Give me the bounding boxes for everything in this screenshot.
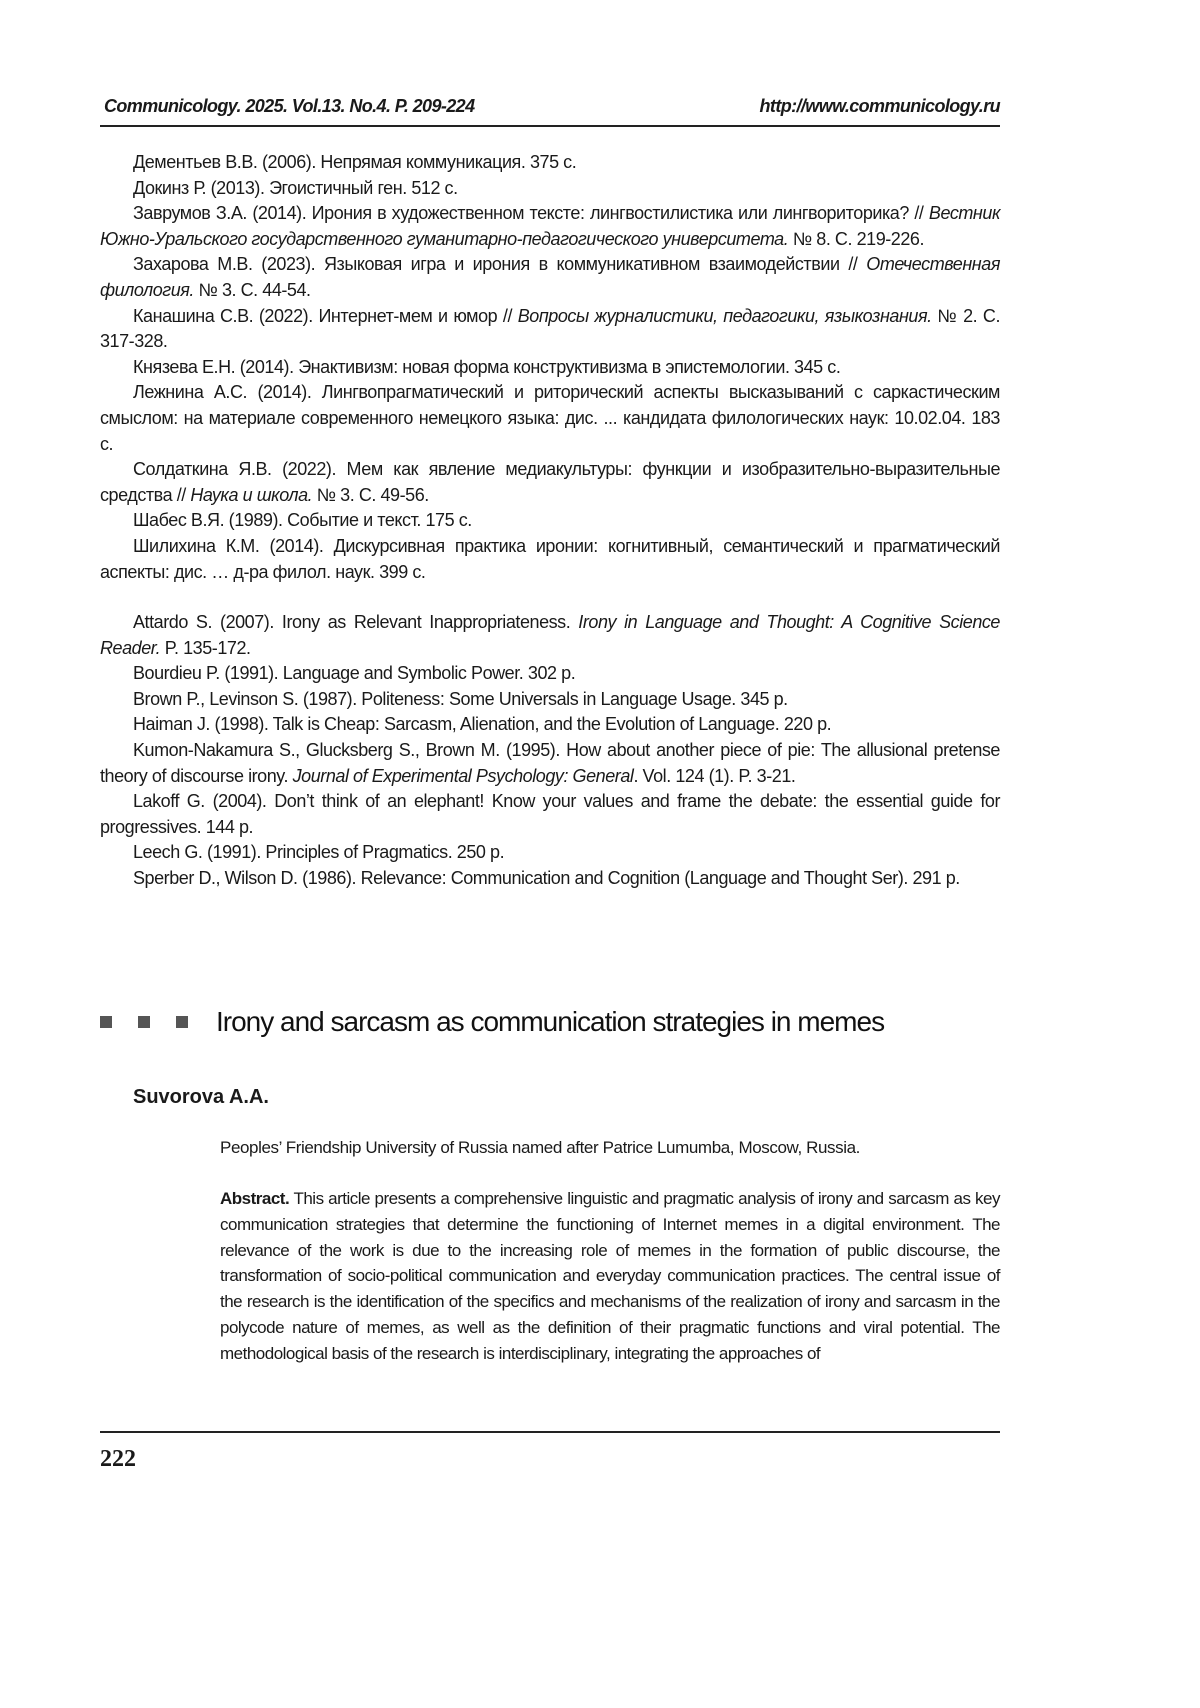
reference-text: Канашина С.В. (2022). Интернет-мем и юмор //: [133, 305, 518, 326]
journal-url: http://www.communicology.ru: [759, 96, 1000, 116]
journal-citation: Communicology. 2025. Vol.13. No.4. P. 209-224: [104, 96, 475, 116]
reference-item: [100, 201, 1000, 252]
reference-source: Наука и школа.: [190, 484, 313, 505]
abstract: [220, 1186, 1000, 1367]
abstract-label: Abstract.: [220, 1189, 290, 1208]
reference-text: Haiman J. (1998). Talk is Cheap: Sarcasm, Alienation, and the Evolution of Language. 220 p.: [133, 714, 832, 735]
reference-source: Irony in Language and Thought: A Cognitive Science Reader.: [100, 612, 1000, 658]
article-title: [100, 1006, 884, 1038]
running-header: [104, 96, 1000, 117]
reference-text: Заврумов З.А. (2014). Ирония в художественном тексте: лингвостилистика или лингвориторика? //: [133, 203, 929, 224]
reference-text: Sperber D., Wilson D. (1986). Relevance: Communication and Cognition (Language and Thought Ser). 291 p.: [133, 868, 960, 889]
page-number: 222: [100, 1446, 136, 1472]
reference-item: [100, 712, 1000, 738]
reference-text: Brown P., Levinson S. (1987). Politeness: Some Universals in Language Usage. 345 p.: [133, 688, 788, 709]
reference-text: Шилихина К.М. (2014). Дискурсивная практика иронии: когнитивный, семантический и прагматический аспекты: дис. … д-ра филол. наук. 399 с.: [100, 535, 1000, 582]
reference-text: Bourdieu P. (1991). Language and Symbolic Power. 302 p.: [133, 663, 576, 684]
reference-text: Лежнина А.С. (2014). Лингвопрагматический и риторический аспекты высказываний с саркастическим смыслом: на материале современного немецкого языка: дис. ... кандидата филологических наук: 10.02.04. 183 с.: [100, 382, 1000, 454]
reference-item: [100, 534, 1000, 585]
reference-source: Journal of Experimental Psychology: General: [292, 765, 634, 786]
reference-text: № 3. С. 44-54.: [193, 279, 311, 300]
square-bullet-icon: [138, 1016, 150, 1028]
reference-item: [100, 738, 1000, 789]
reference-text: P. 135-172.: [160, 637, 251, 658]
reference-source: Отечественная филология.: [100, 254, 1000, 300]
reference-item: [100, 789, 1000, 840]
reference-text: № 8. С. 219-226.: [788, 228, 925, 249]
reference-item: [100, 840, 1000, 866]
reference-item: [100, 150, 1000, 176]
reference-item: [100, 252, 1000, 303]
reference-item: [100, 866, 1000, 892]
reference-list: [100, 150, 1000, 892]
reference-text: Солдаткина Я.В. (2022). Мем как явление медиакультуры: функции и изобразительно-выразительные средства //: [100, 459, 1000, 505]
reference-text: Князева Е.Н. (2014). Энактивизм: новая форма конструктивизма в эпистемологии. 345 с.: [133, 356, 841, 377]
author-name: Suvorova A.A.: [133, 1086, 269, 1108]
reference-source: Вопросы журналистики, педагогики, языкознания.: [517, 305, 932, 326]
reference-text: № 3. С. 49-56.: [312, 484, 429, 505]
reference-item: [100, 661, 1000, 687]
reference-text: Шабес В.Я. (1989). Событие и текст. 175 с.: [133, 510, 472, 531]
square-bullet-icon: [100, 1016, 112, 1028]
header-rule: [100, 125, 1000, 127]
reference-item: [100, 355, 1000, 381]
reference-text: Kumon-Nakamura S., Glucksberg S., Brown M. (1995). How about another piece of pie: The allusional pretense theory of discourse irony.: [100, 740, 1000, 786]
reference-item: [100, 508, 1000, 534]
reference-source: Вестник Южно-Уральского государственного гуманитарно-педагогического университета.: [100, 203, 1000, 249]
reference-item: [100, 304, 1000, 355]
reference-item: [100, 176, 1000, 202]
abstract-text: This article presents a comprehensive linguistic and pragmatic analysis of irony and sarcasm as key communication strategies that determine the functioning of Internet memes in a digital environment. The relevance of the work is due to the increasing role of memes in the formation of public discourse, the transformation of socio-political communication and everyday communication practices. The central issue of the research is the identification of the specifics and mechanisms of the realization of irony and sarcasm in the polycode nature of memes, as well as the definition of their pragmatic functions and viral potential. The methodological basis of the research is interdisciplinary, integrating the approaches of: [220, 1189, 1000, 1363]
reference-item: [100, 610, 1000, 661]
reference-text: Докинз Р. (2013). Эгоистичный ген. 512 с.: [133, 177, 458, 198]
reference-text: Leech G. (1991). Principles of Pragmatics. 250 p.: [133, 842, 505, 863]
reference-item: [100, 687, 1000, 713]
references-english: [100, 610, 1000, 892]
square-bullet-icon: [176, 1016, 188, 1028]
article-title-text: Irony and sarcasm as communication strategies in memes: [216, 1006, 885, 1037]
reference-item: [100, 380, 1000, 457]
reference-item: [100, 457, 1000, 508]
affiliation: Peoples’ Friendship University of Russia named after Patrice Lumumba, Moscow, Russia.: [220, 1138, 860, 1157]
reference-text: Дементьев В.В. (2006). Непрямая коммуникация. 375 с.: [133, 152, 577, 172]
reference-text: Attardo S. (2007). Irony as Relevant Inappropriateness.: [133, 612, 579, 633]
reference-text: Захарова М.В. (2023). Языковая игра и ирония в коммуникативном взаимодействии //: [133, 254, 867, 275]
reference-text: Lakoff G. (2004). Don’t think of an elephant! Know your values and frame the debate: the essential guide for progressives. 144 p.: [100, 791, 1000, 837]
reference-text: № 2. С. 317-328.: [100, 305, 1000, 352]
references-russian: [100, 150, 1000, 585]
reference-text: . Vol. 124 (1). P. 3-21.: [633, 765, 796, 786]
footer-rule: [100, 1431, 1000, 1433]
